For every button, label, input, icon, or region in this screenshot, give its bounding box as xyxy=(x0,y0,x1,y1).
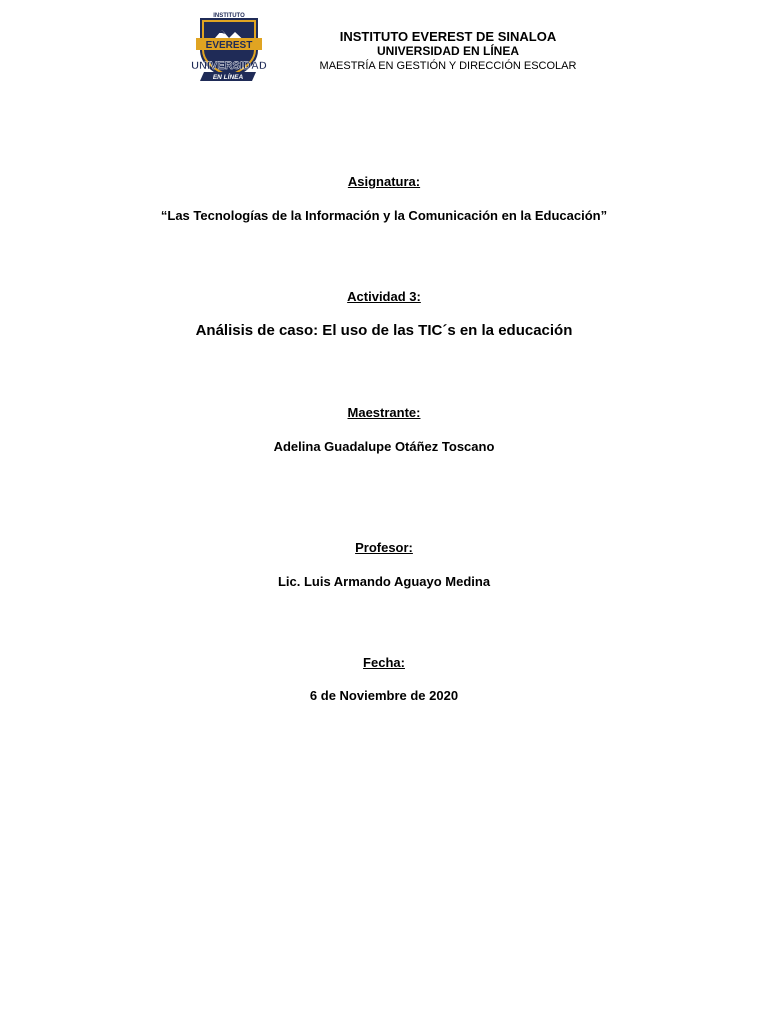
activity-value: Análisis de caso: El uso de las TIC´s en la educación xyxy=(195,322,573,339)
student-value: Adelina Guadalupe Otáñez Toscano xyxy=(273,439,495,454)
professor-value: Lic. Luis Armando Aguayo Medina xyxy=(277,574,491,589)
institution-title: INSTITUTO EVEREST DE SINALOA xyxy=(339,29,557,44)
subject-section xyxy=(0,174,768,224)
date-label: Fecha: xyxy=(363,655,405,670)
logo-brand: EVEREST xyxy=(205,40,253,51)
institution-header xyxy=(300,29,596,73)
subject-label: Asignatura: xyxy=(347,174,421,189)
logo-word: UNIVERSIDAD xyxy=(191,60,267,72)
date-section xyxy=(0,655,768,704)
logo-ribbon-text: EN LÍNEA xyxy=(212,74,244,81)
student-section xyxy=(0,405,768,455)
subject-value: “Las Tecnologías de la Información y la Comunicación en la Educación” xyxy=(160,208,608,223)
university-logo xyxy=(178,10,280,84)
logo-top-text: INSTITUTO xyxy=(213,13,245,19)
date-value: 6 de Noviembre de 2020 xyxy=(309,688,459,703)
program-name: MAESTRÍA EN GESTIÓN Y DIRECCIÓN ESCOLAR xyxy=(319,60,577,72)
student-label: Maestrante: xyxy=(347,405,421,420)
professor-label: Profesor: xyxy=(355,540,413,555)
professor-section xyxy=(0,540,768,590)
activity-label: Actividad 3: xyxy=(347,289,421,304)
activity-section xyxy=(0,289,768,340)
institution-subtitle: UNIVERSIDAD EN LÍNEA xyxy=(376,44,519,58)
